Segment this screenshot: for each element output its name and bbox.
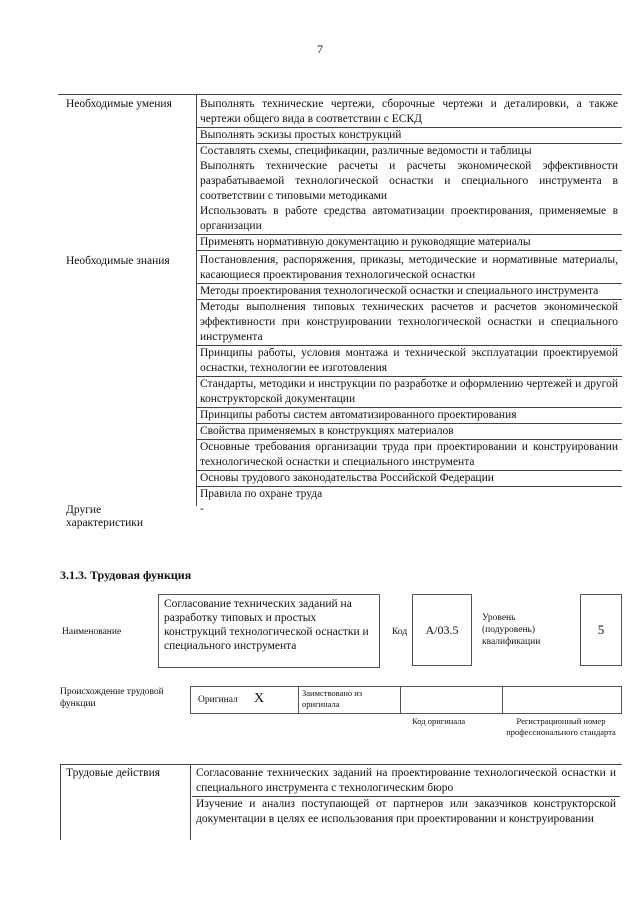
knowledge-item: Постановления, распоряжения, приказы, методические и нормативные материалы, касающиеся проектирования технологической оснастки bbox=[196, 251, 622, 284]
knowledge-item: Стандарты, методики и инструкции по разработке и оформлению чертежей и другой конструкторской документации bbox=[196, 377, 622, 408]
skill-item: Составлять схемы, спецификации, различные ведомости и таблицы bbox=[200, 145, 532, 157]
knowledge-item: Основы трудового законодательства Российской Федерации bbox=[196, 471, 622, 487]
section-heading: 3.1.3. Трудовая функция bbox=[60, 568, 192, 582]
level-box: 5 bbox=[580, 594, 622, 666]
knowledge-item: Принципы работы систем автоматизированного проектирования bbox=[196, 408, 622, 424]
actions-label: Трудовые действия bbox=[66, 767, 161, 779]
name-label: Наименование bbox=[62, 627, 122, 637]
code-box: A/03.5 bbox=[412, 594, 472, 666]
function-name-box: Согласование технических заданий на разработку типовых и простых конструкций технологической оснастки и специального инструмента bbox=[158, 594, 380, 668]
action-item: Согласование технических заданий на проектирование технологической оснастки и специального инструмента с технологическим бюро bbox=[192, 766, 620, 797]
other-label: Другие характеристики bbox=[66, 504, 144, 529]
other-item: - bbox=[200, 503, 204, 515]
knowledge-label: Необходимые знания bbox=[66, 255, 170, 267]
skill-item: Выполнять технические чертежи, сборочные чертежи и деталировки, а также чертежи общего вида в соответствии с ЕСКД bbox=[196, 94, 622, 128]
code-original-caption: Код оригинала bbox=[412, 716, 466, 726]
action-item: Изучение и анализ поступающей от партнеров или заказчиков конструкторской документации в целях ее использования при проектировании и конструировании bbox=[196, 798, 616, 825]
page-number: 7 bbox=[317, 42, 323, 56]
other-section bbox=[58, 502, 622, 530]
level-label: Уровень (подуровень) квалификации bbox=[482, 613, 541, 647]
code-label: Код bbox=[392, 627, 408, 637]
original-label: Оригинал bbox=[198, 695, 238, 705]
reg-number-caption: Регистрационный номер профессионального стандарта bbox=[506, 716, 616, 737]
skill-item: Использовать в работе средства автоматизации проектирования, применяемые в организации bbox=[196, 204, 622, 235]
skill-item: Применять нормативную документацию и руководящие материалы bbox=[196, 235, 622, 251]
knowledge-item: Правила по охране труда bbox=[200, 488, 323, 500]
knowledge-item: Свойства применяемых в конструкциях материалов bbox=[196, 424, 622, 440]
knowledge-item: Методы выполнения типовых технических расчетов и расчетов экономической эффективности при конструировании технологической оснастки и специального инструмента bbox=[196, 300, 622, 346]
original-mark: X bbox=[254, 691, 265, 706]
skills-knowledge-table bbox=[58, 94, 622, 530]
skill-item: Выполнять технические расчеты и расчеты экономической эффективности разрабатываемой технологической оснастки и специального инструмента в соответствии с типовыми методиками bbox=[200, 160, 618, 202]
knowledge-item: Методы проектирования технологической оснастки и специального инструмента bbox=[196, 284, 622, 300]
skill-item: Выполнять эскизы простых конструкций bbox=[196, 128, 622, 144]
knowledge-item: Принципы работы, условия монтажа и технической эксплуатации проектируемой оснастки, технологии ее изготовления bbox=[196, 346, 622, 377]
knowledge-item: Основные требования организации труда при проектировании и конструировании технологической оснастки и специального инструмента bbox=[196, 440, 622, 471]
skills-label: Необходимые умения bbox=[66, 98, 172, 110]
skills-section bbox=[58, 94, 622, 251]
origin-label: Происхождение трудовой функции bbox=[60, 687, 164, 709]
borrowed-label: Заимствовано из оригинала bbox=[302, 688, 363, 709]
knowledge-section bbox=[58, 251, 622, 502]
